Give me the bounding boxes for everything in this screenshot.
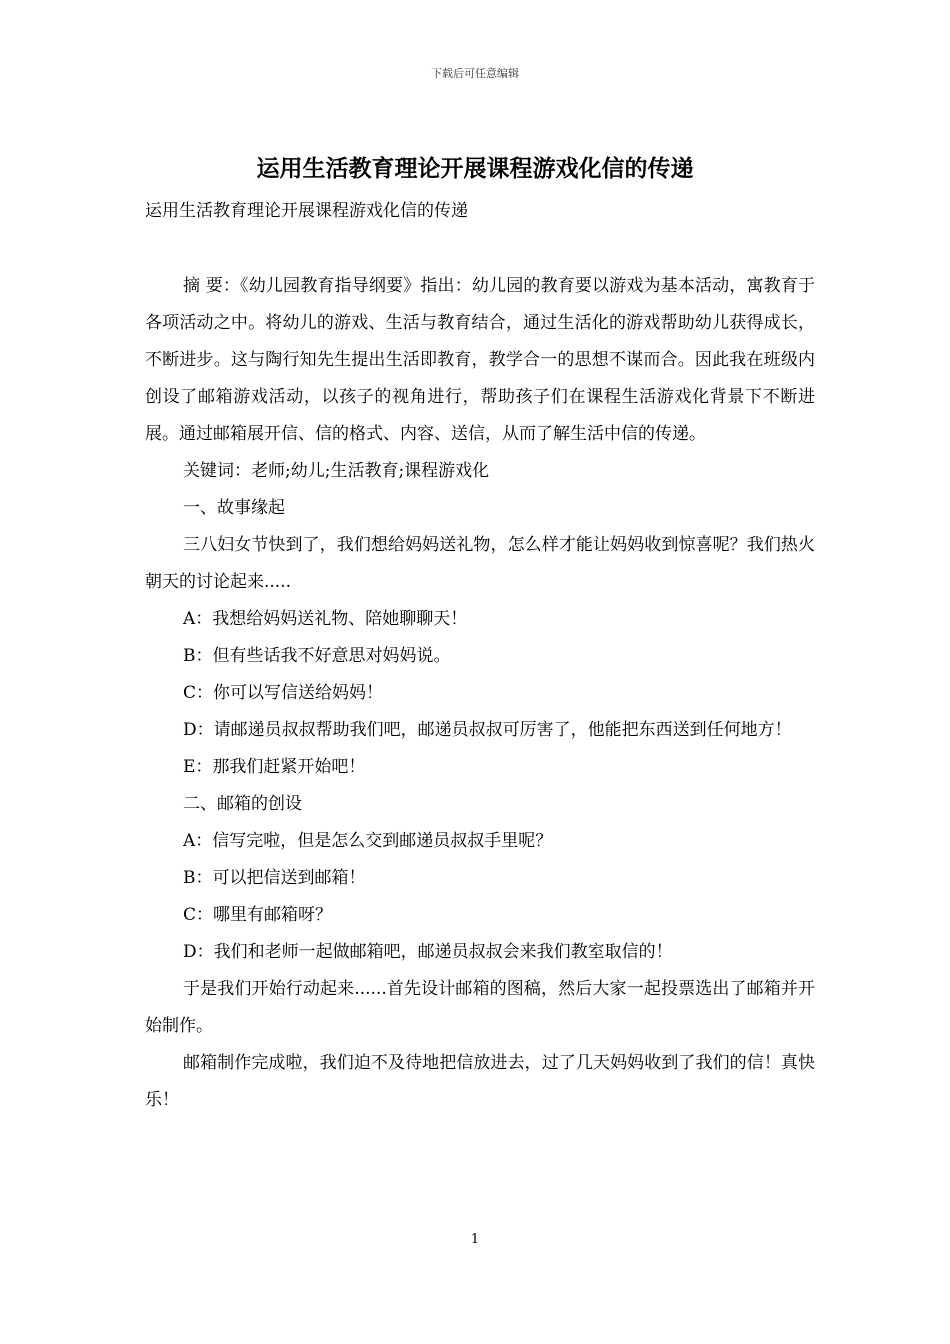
- keywords-paragraph: 关键词：老师;幼儿;生活教育;课程游戏化: [183, 461, 490, 481]
- dialogue-line: E：那我们赶紧开始吧！: [183, 757, 366, 777]
- section-heading-mailbox-creation: 二、邮箱的创设: [183, 794, 302, 814]
- page-number: 1: [470, 1232, 480, 1247]
- document-body: [145, 268, 815, 1119]
- dialogue-line: C：哪里有邮箱呀？: [183, 905, 333, 925]
- header-note: 下载后可任意编辑: [431, 67, 519, 80]
- body-paragraph: 三八妇女节快到了，我们想给妈妈送礼物，怎么样才能让妈妈收到惊喜呢？我们热火朝天的讨论起来.....: [145, 535, 815, 592]
- body-paragraph: 邮箱制作完成啦，我们迫不及待地把信放进去，过了几天妈妈收到了我们的信！真快乐！: [145, 1053, 815, 1110]
- dialogue-line: B：但有些话我不好意思对妈妈说。: [183, 646, 451, 666]
- dialogue-line: B：可以把信送到邮箱！: [183, 868, 366, 888]
- document-title: 运用生活教育理论开展课程游戏化信的传递: [256, 155, 694, 182]
- document-subtitle: 运用生活教育理论开展课程游戏化信的传递: [145, 201, 468, 221]
- dialogue-line: D：我们和老师一起做邮箱吧，邮递员叔叔会来我们教室取信的！: [183, 942, 673, 962]
- dialogue-line: A：信写完啦，但是怎么交到邮递员叔叔手里呢？: [183, 831, 553, 851]
- abstract-paragraph: 摘 要：《幼儿园教育指导纲要》指出：幼儿园的教育要以游戏为基本活动，寓教育于各项活动之中。将幼儿的游戏、生活与教育结合，通过生活化的游戏帮助幼儿获得成长，不断进步。这与陶行知先生提出生活即教育，教学合一的思想不谋而合。因此我在班级内创设了邮箱游戏活动，以孩子的视角进行，帮助孩子们在课程生活游戏化背景下不断进展。通过邮箱展开信、信的格式、内容、送信，从而了解生活中信的传递。: [145, 276, 815, 444]
- dialogue-line: C：你可以写信送给妈妈！: [183, 683, 384, 703]
- dialogue-line: D：请邮递员叔叔帮助我们吧，邮递员叔叔可厉害了，他能把东西送到任何地方！: [183, 720, 792, 740]
- section-heading-story-origin: 一、故事缘起: [183, 498, 285, 518]
- dialogue-line: A：我想给妈妈送礼物、陪她聊聊天！: [183, 609, 468, 629]
- body-paragraph: 于是我们开始行动起来......首先设计邮箱的图稿，然后大家一起投票选出了邮箱并开始制作。: [145, 979, 815, 1036]
